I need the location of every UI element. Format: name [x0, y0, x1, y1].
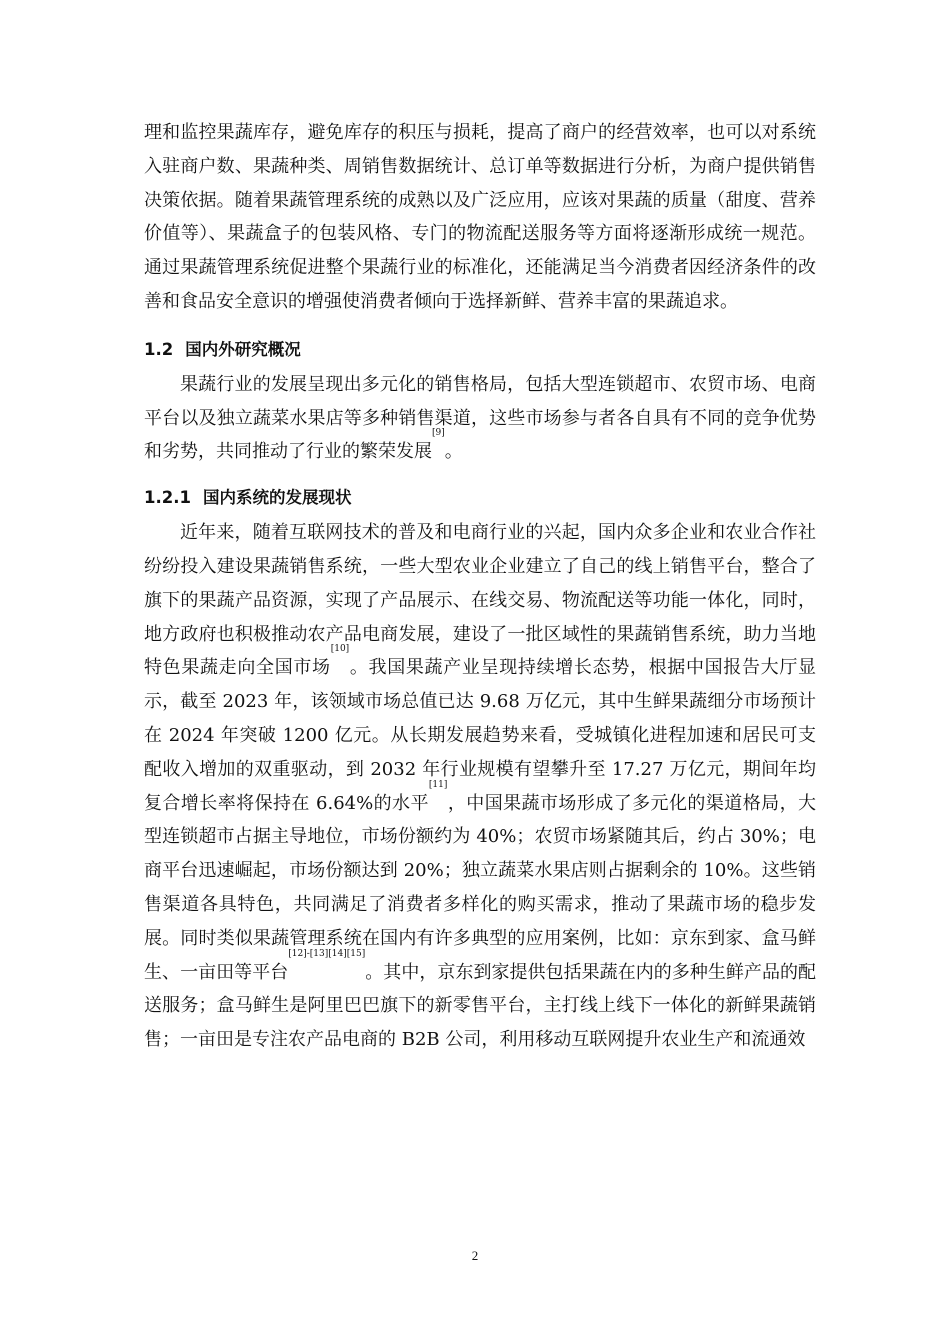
section-heading-1-2-1 — [144, 486, 816, 510]
citation-10: [10] — [330, 644, 350, 655]
paragraph-text: 果蔬行业的发展呈现出多元化的销售格局，包括大型连锁超市、农贸市场、电商平台以及独立蔬菜水果店等多种销售渠道，这些市场参与者各自具有不同的竞争优势和劣势，共同推动了行业的繁荣发展 — [144, 373, 816, 463]
citation: [9] — [432, 428, 445, 439]
paragraph-text-1: 近年来，随着互联网技术的普及和电商行业的兴起，国内众多企业和农业合作社纷纷投入建设果蔬销售系统，一些大型农业企业建立了自己的线上销售平台，整合了旗下的果蔬产品资源，实现了产品展示、在线交易、物流配送等功能一体化，同时，地方政府也积极推动农产品电商发展，建设了一批区域性的果蔬销售系统，助力当地特色果蔬走向全国市场 — [144, 522, 816, 679]
subsection-title: 国内系统的发展现状 — [202, 488, 352, 508]
citation-11: [11] — [428, 779, 448, 790]
page-number: 2 — [471, 1248, 479, 1263]
page-body — [144, 116, 816, 1057]
paragraph-text-2: 。我国果蔬产业呈现持续增长态势，根据中国报告大厅显示，截至 2023 年，该领域市场总值已达 9.68 万亿元，其中生鲜果蔬细分市场预计在 2024 年突破 1200 亿元。从长期发展趋势来看，受城镇化进程加速和居民可支配收入增加的双重驱动，到 2032 年行业规模有望攀升至 17.27 万亿元，期间年均复合增长率将保持在 6.64%的水平 — [144, 657, 816, 814]
paragraph-text-4: 。其中，京东到家提供包括果蔬在内的多种生鲜产品的配送服务；盒马鲜生是阿里巴巴旗下的新零售平台，主打线上线下一体化的新鲜果蔬销售；一亩田是专注农产品电商的 B2B 公司，利用移动互联网提升农业生产和流通效 — [144, 961, 817, 1051]
section-heading-1-2 — [144, 338, 816, 362]
section-number: 1.2 — [144, 339, 174, 359]
citation-12-15: [12]-[13][14][15] — [288, 948, 366, 959]
section-1-2-1-paragraph — [144, 516, 816, 1057]
paragraph-text-3: ，中国果蔬市场形成了多元化的渠道格局，大型连锁超市占据主导地位，市场份额约为 40%；农贸市场紧随其后，约占 30%；电商平台迅速崛起，市场份额达到 20%；独立蔬菜水果店则占据剩余的 10%。这些销售渠道各具特色，共同满足了消费者多样化的购买需求，推动了果蔬市场的稳步发展。同时类似果蔬管理系统在国内有许多典型的应用案例，比如：京东到家、盒马鲜生、一亩田等平台 — [144, 792, 816, 983]
intro-paragraph: 理和监控果蔬库存，避免库存的积压与损耗，提高了商户的经营效率，也可以对系统入驻商户数、果蔬种类、周销售数据统计、总订单等数据进行分析，为商户提供销售决策依据。随着果蔬管理系统的成熟以及广泛应用，应该对果蔬的质量（甜度、营养价值等）、果蔬盒子的包装风格、专门的物流配送服务等方面将逐渐形成统一规范。通过果蔬管理系统促进整个果蔬行业的标准化，还能满足当今消费者因经济条件的改善和食品安全意识的增强使消费者倾向于选择新鲜、营养丰富的果蔬追求。 — [144, 122, 816, 312]
section-title: 国内外研究概况 — [185, 339, 301, 359]
section-1-2-paragraph — [144, 368, 816, 469]
paragraph-end: 。 — [444, 441, 463, 463]
subsection-number: 1.2.1 — [144, 488, 191, 508]
